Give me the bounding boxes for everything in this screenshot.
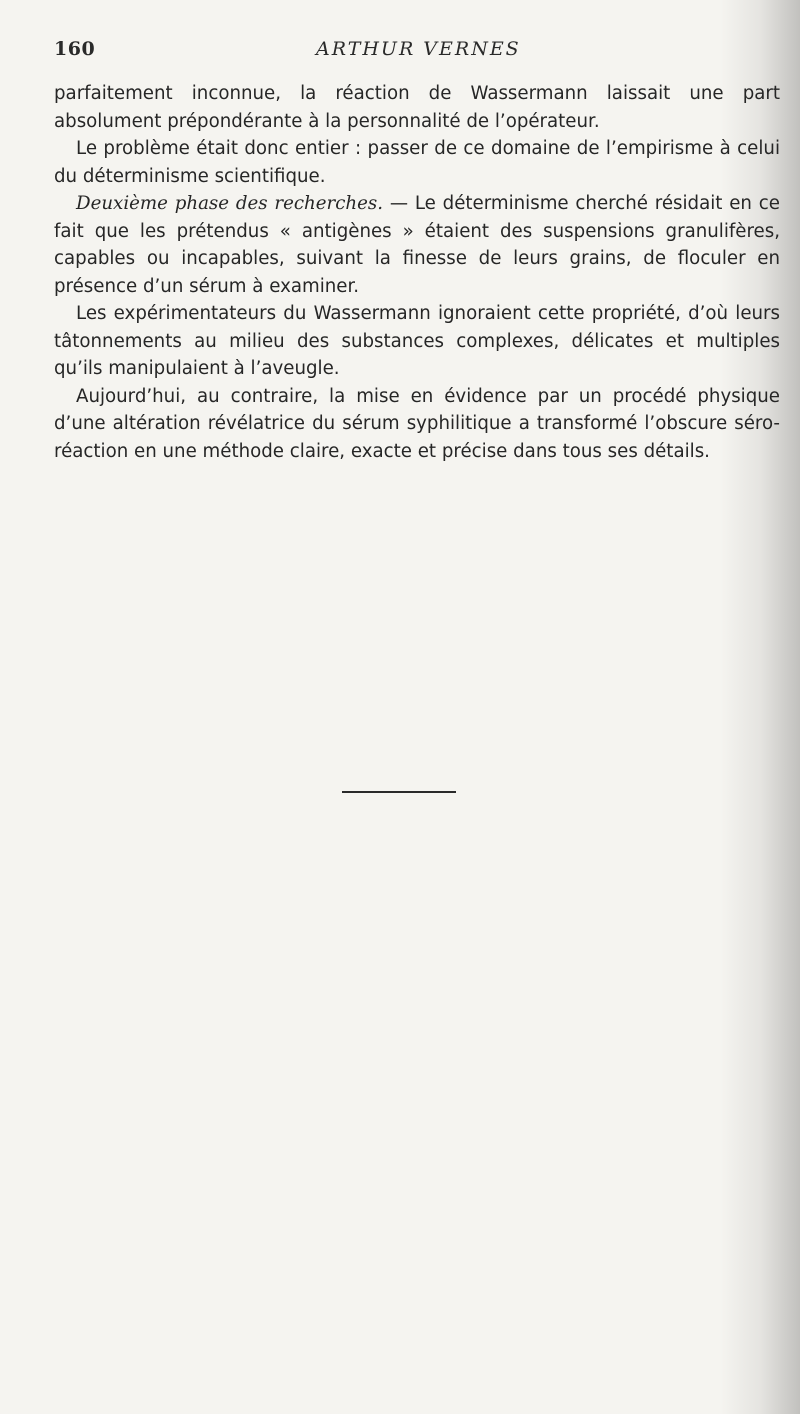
running-head: ARTHUR VERNES (316, 38, 521, 60)
body-text (54, 80, 780, 465)
paragraph-3 (54, 190, 780, 300)
paragraph-4: Les expérimentateurs du Wassermann ignoraient cette propriété, d’où leurs tâtonnements au milieu des substances complexes, délicates et multiples qu’ils manipulaient à l’aveugle. (54, 303, 780, 379)
paragraph-1: parfaitement inconnue, la réaction de Wassermann laissait une part absolument prépondérante à la personnalité de l’opérateur. (54, 83, 780, 132)
paragraph-2: Le problème était donc entier : passer de ce domaine de l’empirisme à celui du déterminisme scientifique. (54, 138, 780, 187)
page-header (54, 38, 770, 68)
section-heading: Deuxième phase des recherches. (76, 193, 383, 214)
page-number: 160 (54, 38, 96, 60)
paragraph-3-text: — Le déterminisme cherché résidait en ce fait que les prétendus « antigènes » étaient des suspensions granulifères, capables ou incapables, suivant la finesse de leurs grains, de floculer en présence d’un sérum à examiner. (54, 193, 780, 297)
end-rule (342, 791, 456, 793)
paragraph-5: Aujourd’hui, au contraire, la mise en évidence par un procédé physique d’une altération révélatrice du sérum syphilitique a transformé l’obscure séro-réaction en une méthode claire, exacte et précise dans tous ses détails. (54, 385, 780, 462)
